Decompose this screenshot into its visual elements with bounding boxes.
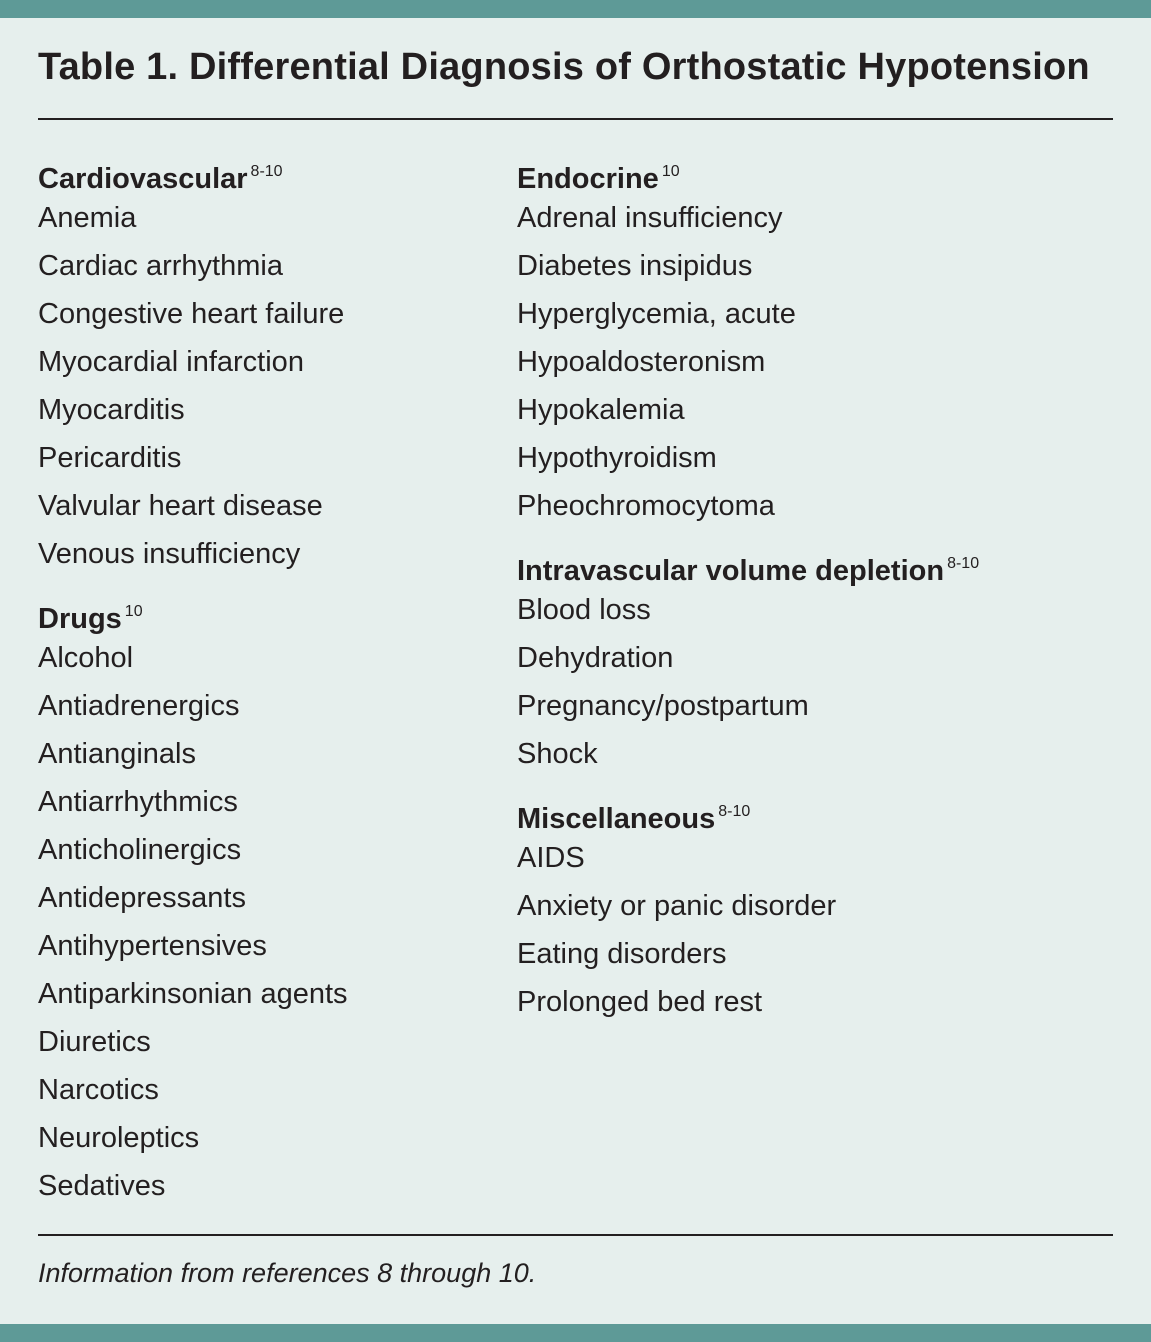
top-accent-bar: [0, 0, 1151, 18]
list-item: Pheochromocytoma: [517, 490, 775, 522]
list-item: Dehydration: [517, 642, 674, 674]
list-item: Pericarditis: [38, 442, 182, 474]
left-column: [38, 150, 498, 1222]
section-heading: [38, 150, 498, 194]
list-item: Narcotics: [38, 1074, 159, 1106]
list-item: AIDS: [517, 842, 585, 874]
list-item: Shock: [517, 738, 598, 770]
footnote-divider: [38, 1234, 1113, 1236]
list-item: Myocarditis: [38, 394, 185, 426]
section-endocrine: [517, 150, 1117, 530]
list-item: Anemia: [38, 202, 137, 234]
section-heading-label: Miscellaneous: [517, 803, 716, 835]
list-item: Hypothyroidism: [517, 442, 717, 474]
list-item: Eating disorders: [517, 938, 727, 970]
list-item: Anxiety or panic disorder: [517, 890, 837, 922]
footnote: Information from references 8 through 10.: [38, 1258, 537, 1288]
section-heading-label: Endocrine: [517, 163, 659, 195]
list-item: Valvular heart disease: [38, 490, 323, 522]
right-column: [517, 150, 1117, 1038]
list-item: Anticholinergics: [38, 834, 242, 866]
list-item: Antiparkinsonian agents: [38, 978, 348, 1010]
title-divider: [38, 118, 1113, 120]
reference-superscript: 8-10: [947, 555, 980, 572]
list-item: Antiarrhythmics: [38, 786, 238, 818]
reference-superscript: 10: [124, 603, 143, 620]
bottom-accent-bar: [0, 1324, 1151, 1342]
list-item: Antiadrenergics: [38, 690, 240, 722]
section-heading: [517, 150, 1117, 194]
list-item: Venous insufficiency: [38, 538, 301, 570]
list-item: Antianginals: [38, 738, 196, 770]
list-item: Sedatives: [38, 1170, 166, 1202]
reference-superscript: 10: [661, 163, 680, 180]
list-item: Antidepressants: [38, 882, 246, 914]
list-item: Hypoaldosteronism: [517, 346, 766, 378]
list-item: Congestive heart failure: [38, 298, 345, 330]
list-item: Diabetes insipidus: [517, 250, 753, 282]
list-item: Myocardial infarction: [38, 346, 304, 378]
list-item: Diuretics: [38, 1026, 151, 1058]
section-cardiovascular: [38, 150, 498, 578]
section-heading-label: Cardiovascular: [38, 163, 248, 195]
reference-superscript: 8-10: [718, 803, 751, 820]
list-item: Hypokalemia: [517, 394, 685, 426]
table-title: Table 1. Differential Diagnosis of Orthostatic Hypotension: [38, 46, 1090, 88]
section-heading: [517, 542, 1117, 586]
list-item: Antihypertensives: [38, 930, 267, 962]
list-item: Cardiac arrhythmia: [38, 250, 283, 282]
section-heading: [38, 590, 498, 634]
list-item: Adrenal insufficiency: [517, 202, 783, 234]
list-item: Prolonged bed rest: [517, 986, 763, 1018]
list-item: Neuroleptics: [38, 1122, 200, 1154]
list-item: Blood loss: [517, 594, 651, 626]
section-heading-label: Drugs: [38, 603, 122, 635]
section-heading: [517, 790, 1117, 834]
list-item: Alcohol: [38, 642, 134, 674]
section-intravascular-volume-depletion: [517, 542, 1117, 778]
list-item: Hyperglycemia, acute: [517, 298, 796, 330]
list-item: Pregnancy/postpartum: [517, 690, 809, 722]
section-drugs: [38, 590, 498, 1210]
section-miscellaneous: [517, 790, 1117, 1026]
section-heading-label: Intravascular volume depletion: [517, 555, 945, 587]
reference-superscript: 8-10: [250, 163, 283, 180]
